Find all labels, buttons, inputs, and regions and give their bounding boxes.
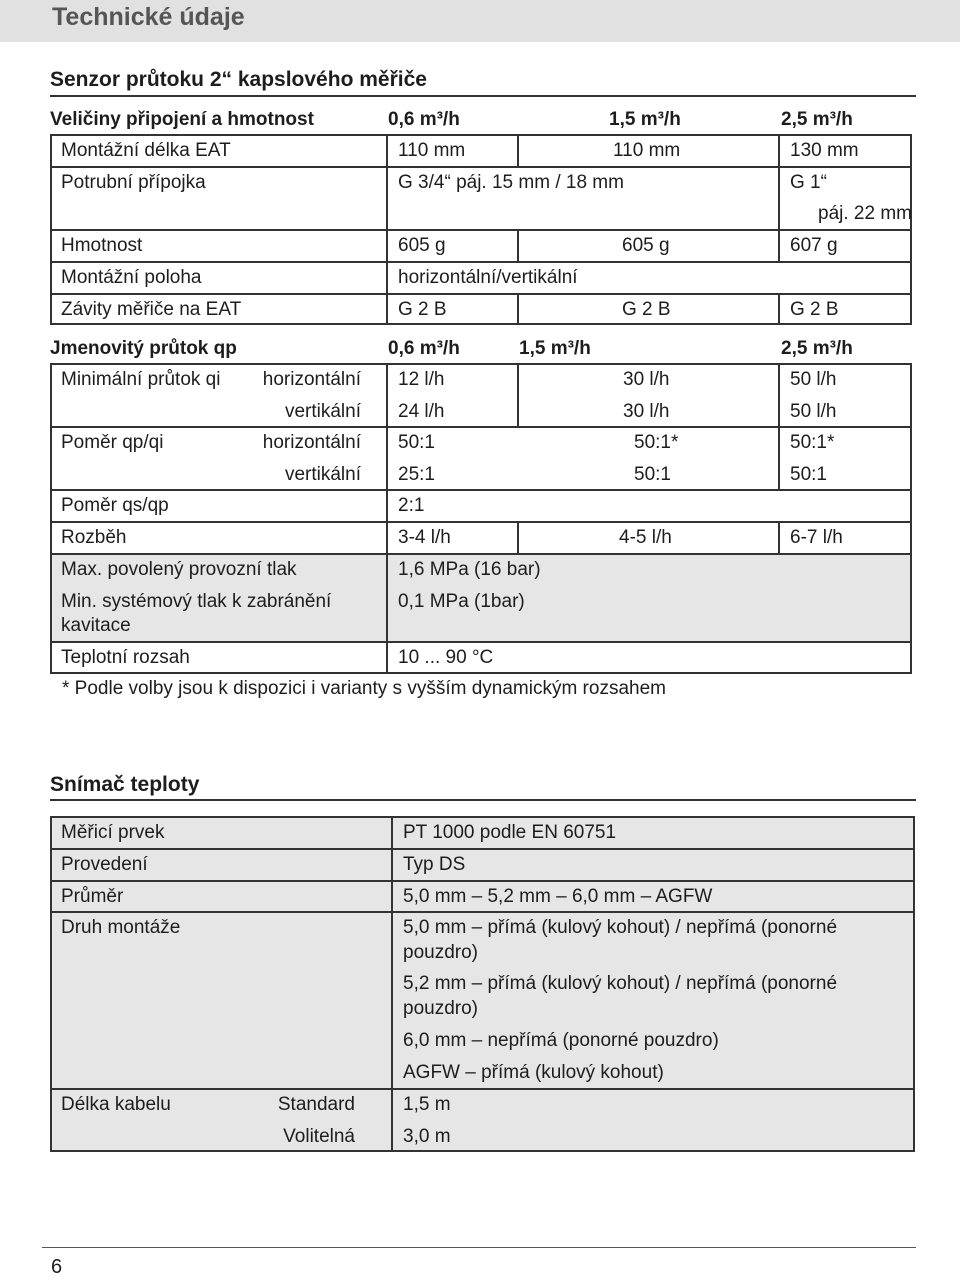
section-divider xyxy=(50,95,916,97)
table1-cell: 605 g xyxy=(398,235,446,256)
table2-row-sublabel: vertikální xyxy=(284,464,361,485)
table3-cell: Typ DS xyxy=(403,854,466,875)
table3-cell-line: pouzdro) xyxy=(403,942,478,963)
table1-header-col1: 0,6 m³/h xyxy=(388,109,460,130)
table2-hline xyxy=(50,641,912,643)
table3-hline xyxy=(50,848,915,850)
table3-cell-line: pouzdro) xyxy=(403,998,478,1019)
table2-vline-3b xyxy=(778,521,780,553)
table2-cell: 6-7 l/h xyxy=(790,527,843,548)
table1-row-label: Montážní délka EAT xyxy=(61,140,231,161)
table2-cell: 50:1 xyxy=(790,464,827,485)
table2-header-col3: 2,5 m³/h xyxy=(781,338,853,359)
table3-cell: 3,0 m xyxy=(403,1126,451,1147)
table3-vline xyxy=(391,816,393,1152)
table2-vline-2a xyxy=(517,363,519,427)
table2-vline-1 xyxy=(386,363,388,674)
temp-section-title: Snímač teploty xyxy=(50,773,200,796)
table1-row-label: Závity měřiče na EAT xyxy=(61,299,242,320)
table1-vline-3a xyxy=(778,134,780,262)
table2-cell: 50:1* xyxy=(790,432,835,453)
table1-cell: G 1“ xyxy=(790,172,827,193)
table2-cell: 1,6 MPa (16 bar) xyxy=(398,559,541,580)
table2-hline xyxy=(50,489,912,491)
page-number: 6 xyxy=(51,1256,63,1278)
table1-hline xyxy=(50,293,912,295)
table2-cell: 50:1 xyxy=(398,432,435,453)
table2-row-sublabel: vertikální xyxy=(284,401,361,422)
table2-cell: 24 l/h xyxy=(398,401,445,422)
table1-cell: 110 mm xyxy=(613,140,681,161)
table1-cell: horizontální/vertikální xyxy=(398,267,578,288)
section-divider xyxy=(50,799,916,801)
table2-cell: 4-5 l/h xyxy=(619,527,672,548)
table3-row-label: Délka kabelu xyxy=(61,1094,171,1115)
table2-hline xyxy=(50,426,912,428)
table2-cell: 3-4 l/h xyxy=(398,527,451,548)
table2-hline xyxy=(50,553,912,555)
table3-cell: 1,5 m xyxy=(403,1094,451,1115)
table3-row-sublabel: Volitelná xyxy=(283,1126,355,1147)
table1-cell: G 2 B xyxy=(790,299,839,320)
table2-cell: 2:1 xyxy=(398,495,425,516)
table1-header-col2: 1,5 m³/h xyxy=(609,109,681,130)
footer-rule xyxy=(42,1247,916,1248)
table3-hline xyxy=(50,880,915,882)
table2-cell: 50 l/h xyxy=(790,369,837,390)
table3-row-label: Průměr xyxy=(61,886,124,907)
table3-row-label: Druh montáže xyxy=(61,917,181,938)
table2-cell: 25:1 xyxy=(398,464,435,485)
table2-row-label: Max. povolený provozní tlak xyxy=(61,559,297,580)
table2-row-label: Poměr qs/qp xyxy=(61,495,169,516)
footnote: * Podle volby jsou k dispozici i varianty s vyšším dynamickým rozsahem xyxy=(62,678,666,699)
table1-cell: 130 mm xyxy=(790,140,859,161)
table1-cell: 607 g xyxy=(790,235,838,256)
table2-header-label: Jmenovitý průtok qp xyxy=(50,338,237,359)
table2-vline-2b xyxy=(517,521,519,553)
table2-row-label: Teplotní rozsah xyxy=(61,647,190,668)
table3-cell-line: AGFW – přímá (kulový kohout) xyxy=(403,1062,664,1083)
table1-header-col3: 2,5 m³/h xyxy=(781,109,853,130)
table3-hline xyxy=(50,1088,915,1090)
table2-header-col1: 0,6 m³/h xyxy=(388,338,460,359)
table3-cell: PT 1000 podle EN 60751 xyxy=(403,822,617,843)
table1-vline-2c xyxy=(517,293,519,325)
table2-hline xyxy=(50,521,912,523)
table1-row-label: Potrubní přípojka xyxy=(61,172,206,193)
table3-cell: 5,0 mm – 5,2 mm – 6,0 mm – AGFW xyxy=(403,886,713,907)
table3-row-sublabel: Standard xyxy=(277,1094,355,1115)
table3-row-label: Provedení xyxy=(61,854,148,875)
table2-cell: 0,1 MPa (1bar) xyxy=(398,591,525,612)
table1-vline-2b xyxy=(517,229,519,262)
table1-cell: 605 g xyxy=(622,235,670,256)
table3-cell-line: 5,0 mm – přímá (kulový kohout) / nepřímá (ponorné xyxy=(403,917,838,938)
table1-vline-3b xyxy=(778,293,780,325)
table2-box xyxy=(50,363,912,674)
table3-row-label: Měřicí prvek xyxy=(61,822,165,843)
table2-cell: 12 l/h xyxy=(398,369,445,390)
table1-cell: 110 mm xyxy=(398,140,466,161)
table2-cell: 30 l/h xyxy=(623,369,670,390)
table2-row-label: Rozběh xyxy=(61,527,127,548)
table2-cell: 30 l/h xyxy=(623,401,670,422)
table1-cell: G 2 B xyxy=(622,299,671,320)
table2-row-label: Minimální průtok qi xyxy=(61,369,221,390)
table2-header-col2: 1,5 m³/h xyxy=(519,338,591,359)
table1-vline-2a xyxy=(517,134,519,167)
table1-hline xyxy=(50,261,912,263)
table1-header-label: Veličiny připojení a hmotnost xyxy=(50,109,314,130)
table3-cell-line: 5,2 mm – přímá (kulový kohout) / nepřímá (ponorné xyxy=(403,973,838,994)
table1-cell: páj. 22 mm xyxy=(818,203,912,224)
table1-row-label: Montážní poloha xyxy=(61,267,202,288)
table2-cell: 50:1 xyxy=(634,464,671,485)
flow-section-title: Senzor průtoku 2“ kapslového měřiče xyxy=(50,68,427,91)
table2-cell: 50 l/h xyxy=(790,401,837,422)
table1-row-label: Hmotnost xyxy=(61,235,143,256)
table1-hline xyxy=(50,229,912,231)
table3-hline xyxy=(50,911,915,913)
table1-cell: G 3/4“ páj. 15 mm / 18 mm xyxy=(398,172,624,193)
table1-hline xyxy=(50,166,912,168)
table2-cell: 10 ... 90 °C xyxy=(398,647,494,668)
table2-row-sublabel: horizontální xyxy=(262,369,361,390)
table2-cell: 50:1* xyxy=(634,432,679,453)
table2-row-label: kavitace xyxy=(61,615,131,636)
table2-row-label: Min. systémový tlak k zabránění xyxy=(61,591,332,612)
table2-row-sublabel: horizontální xyxy=(262,432,361,453)
table1-cell: G 2 B xyxy=(398,299,447,320)
table2-row-label: Poměr qp/qi xyxy=(61,432,164,453)
table3-cell-line: 6,0 mm – nepřímá (ponorné pouzdro) xyxy=(403,1030,719,1051)
page-title: Technické údaje xyxy=(52,3,245,31)
